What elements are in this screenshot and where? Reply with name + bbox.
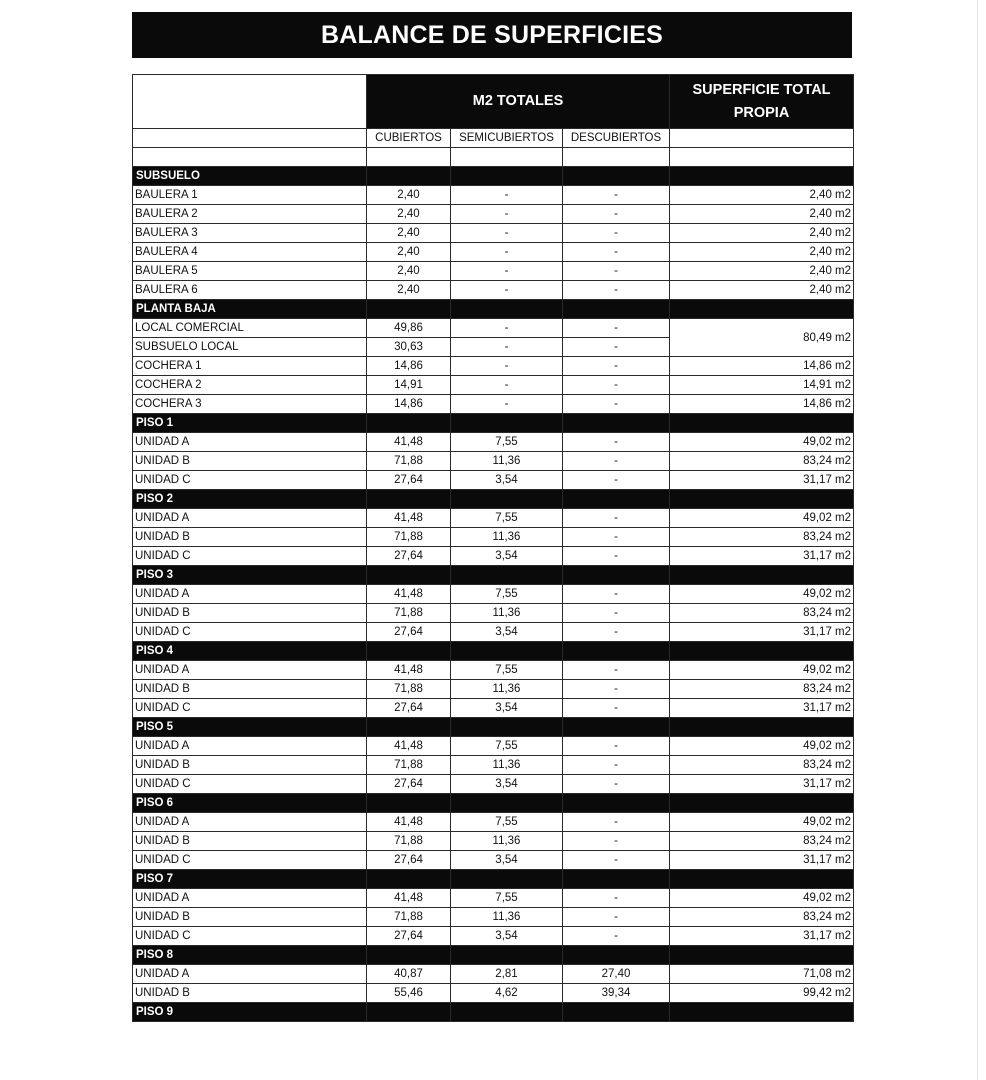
semicubiertos-value: - [451, 357, 563, 376]
section-header-row [133, 870, 854, 889]
section-title: PISO 1 [133, 414, 367, 433]
superficie-total-value: 31,17 m2 [670, 699, 854, 718]
superficie-total-value: 14,86 m2 [670, 395, 854, 414]
descubiertos-value: - [563, 186, 670, 205]
section-title: PISO 4 [133, 642, 367, 661]
section-header-cell [670, 946, 854, 965]
header-superficie-total [670, 75, 854, 129]
cubiertos-value: 14,91 [367, 376, 451, 395]
descubiertos-value: - [563, 452, 670, 471]
superficie-total-value: 83,24 m2 [670, 908, 854, 927]
semicubiertos-value: - [451, 243, 563, 262]
superficie-total-value: 31,17 m2 [670, 471, 854, 490]
table-row [133, 357, 854, 376]
superficie-total-value: 2,40 m2 [670, 186, 854, 205]
semicubiertos-value: - [451, 376, 563, 395]
table-row [133, 471, 854, 490]
cubiertos-value: 41,48 [367, 433, 451, 452]
semicubiertos-value: 3,54 [451, 623, 563, 642]
unit-label: UNIDAD A [133, 737, 367, 756]
table-row [133, 775, 854, 794]
semicubiertos-value: 11,36 [451, 528, 563, 547]
unit-label: UNIDAD B [133, 452, 367, 471]
semicubiertos-value: - [451, 186, 563, 205]
section-header-cell [563, 946, 670, 965]
col-header-descubiertos: DESCUBIERTOS [563, 129, 670, 148]
superficie-total-value: 31,17 m2 [670, 851, 854, 870]
semicubiertos-value: 2,81 [451, 965, 563, 984]
section-header-cell [563, 414, 670, 433]
section-header-row [133, 1003, 854, 1022]
section-header-cell [670, 642, 854, 661]
cubiertos-value: 2,40 [367, 224, 451, 243]
superficie-total-value: 2,40 m2 [670, 243, 854, 262]
descubiertos-value: - [563, 357, 670, 376]
descubiertos-value: - [563, 528, 670, 547]
semicubiertos-value: 7,55 [451, 585, 563, 604]
descubiertos-value: - [563, 832, 670, 851]
descubiertos-value: - [563, 737, 670, 756]
cubiertos-value: 41,48 [367, 661, 451, 680]
unit-label: UNIDAD B [133, 756, 367, 775]
cubiertos-value: 71,88 [367, 680, 451, 699]
unit-label: BAULERA 2 [133, 205, 367, 224]
cubiertos-value: 2,40 [367, 186, 451, 205]
unit-label: UNIDAD C [133, 547, 367, 566]
unit-label: UNIDAD A [133, 433, 367, 452]
section-header-cell [451, 946, 563, 965]
superficie-total-value: 31,17 m2 [670, 623, 854, 642]
table-row [133, 186, 854, 205]
superficie-total-value: 31,17 m2 [670, 775, 854, 794]
unit-label: UNIDAD C [133, 699, 367, 718]
semicubiertos-value: 11,36 [451, 832, 563, 851]
section-header-row [133, 300, 854, 319]
section-header-cell [367, 1003, 451, 1022]
superficie-total-value: 71,08 m2 [670, 965, 854, 984]
header-superficie-line1: SUPERFICIE TOTAL [692, 81, 831, 98]
semicubiertos-value: - [451, 319, 563, 338]
superficie-total-value: 14,86 m2 [670, 357, 854, 376]
spacer-row [133, 148, 854, 167]
superficie-total-value: 83,24 m2 [670, 604, 854, 623]
table-row [133, 395, 854, 414]
page-edge [977, 0, 978, 1080]
table-row [133, 585, 854, 604]
unit-label: BAULERA 6 [133, 281, 367, 300]
superficie-total-value: 49,02 m2 [670, 813, 854, 832]
cubiertos-value: 41,48 [367, 509, 451, 528]
semicubiertos-value: - [451, 338, 563, 357]
descubiertos-value: - [563, 319, 670, 338]
section-header-cell [670, 167, 854, 186]
section-header-cell [670, 1003, 854, 1022]
table-row [133, 756, 854, 775]
section-header-row [133, 946, 854, 965]
unit-label: BAULERA 3 [133, 224, 367, 243]
table-row [133, 281, 854, 300]
table-row [133, 661, 854, 680]
cubiertos-value: 49,86 [367, 319, 451, 338]
unit-label: UNIDAD A [133, 813, 367, 832]
superficie-total-value: 2,40 m2 [670, 281, 854, 300]
section-header-cell [451, 566, 563, 585]
table-row [133, 927, 854, 946]
cubiertos-value: 71,88 [367, 908, 451, 927]
cubiertos-value: 71,88 [367, 528, 451, 547]
cubiertos-value: 41,48 [367, 813, 451, 832]
section-header-row [133, 490, 854, 509]
unit-label: UNIDAD A [133, 509, 367, 528]
unit-label: BAULERA 1 [133, 186, 367, 205]
descubiertos-value: - [563, 205, 670, 224]
superficie-total-value: 49,02 m2 [670, 889, 854, 908]
cubiertos-value: 27,64 [367, 775, 451, 794]
semicubiertos-value: 7,55 [451, 661, 563, 680]
section-header-cell [451, 414, 563, 433]
table-row [133, 851, 854, 870]
cubiertos-value: 71,88 [367, 756, 451, 775]
semicubiertos-value: 3,54 [451, 699, 563, 718]
header-m2-totales: M2 TOTALES [367, 75, 670, 129]
cubiertos-value: 14,86 [367, 395, 451, 414]
table-row [133, 262, 854, 281]
section-header-cell [367, 414, 451, 433]
section-header-row [133, 642, 854, 661]
descubiertos-value: - [563, 281, 670, 300]
descubiertos-value: - [563, 395, 670, 414]
unit-label: UNIDAD C [133, 623, 367, 642]
document-title: BALANCE DE SUPERFICIES [132, 12, 852, 58]
cubiertos-value: 41,48 [367, 889, 451, 908]
superficie-total-value: 49,02 m2 [670, 737, 854, 756]
table-row [133, 528, 854, 547]
table-row [133, 547, 854, 566]
section-header-cell [451, 490, 563, 509]
cubiertos-value: 27,64 [367, 471, 451, 490]
superficie-total-value: 83,24 m2 [670, 680, 854, 699]
section-header-row [133, 414, 854, 433]
unit-label: LOCAL COMERCIAL [133, 319, 367, 338]
semicubiertos-value: - [451, 224, 563, 243]
col-header-cubiertos: CUBIERTOS [367, 129, 451, 148]
cubiertos-value: 55,46 [367, 984, 451, 1003]
section-header-cell [670, 870, 854, 889]
section-title: PISO 2 [133, 490, 367, 509]
section-header-cell [563, 300, 670, 319]
unit-label: SUBSUELO LOCAL [133, 338, 367, 357]
semicubiertos-value: - [451, 281, 563, 300]
section-header-cell [670, 718, 854, 737]
descubiertos-value: - [563, 376, 670, 395]
unit-label: UNIDAD B [133, 908, 367, 927]
section-header-cell [563, 870, 670, 889]
section-header-cell [367, 946, 451, 965]
cubiertos-value: 2,40 [367, 281, 451, 300]
semicubiertos-value: 11,36 [451, 756, 563, 775]
unit-label: UNIDAD A [133, 661, 367, 680]
header-row-columns [133, 129, 854, 148]
table-row [133, 604, 854, 623]
unit-label: COCHERA 3 [133, 395, 367, 414]
table-row [133, 984, 854, 1003]
descubiertos-value: - [563, 547, 670, 566]
section-header-row [133, 167, 854, 186]
section-header-cell [451, 794, 563, 813]
superficie-total-value: 31,17 m2 [670, 927, 854, 946]
section-header-row [133, 794, 854, 813]
descubiertos-value: - [563, 509, 670, 528]
unit-label: UNIDAD A [133, 965, 367, 984]
table-row [133, 889, 854, 908]
table-row [133, 908, 854, 927]
col-header-semicubiertos: SEMICUBIERTOS [451, 129, 563, 148]
superficie-total-value: 83,24 m2 [670, 756, 854, 775]
table-row [133, 680, 854, 699]
semicubiertos-value: - [451, 262, 563, 281]
superficie-total-value: 14,91 m2 [670, 376, 854, 395]
section-header-cell [367, 642, 451, 661]
section-header-cell [451, 870, 563, 889]
table-row [133, 623, 854, 642]
descubiertos-value: - [563, 889, 670, 908]
section-header-cell [670, 794, 854, 813]
section-header-cell [367, 794, 451, 813]
semicubiertos-value: 3,54 [451, 851, 563, 870]
section-header-cell [367, 566, 451, 585]
table-row [133, 243, 854, 262]
table-row [133, 376, 854, 395]
unit-label: UNIDAD B [133, 604, 367, 623]
cubiertos-value: 27,64 [367, 927, 451, 946]
table-row [133, 224, 854, 243]
superficie-total-value: 80,49 m2 [670, 319, 854, 357]
section-header-cell [563, 167, 670, 186]
superficie-total-value: 83,24 m2 [670, 832, 854, 851]
section-header-cell [563, 490, 670, 509]
descubiertos-value: - [563, 927, 670, 946]
descubiertos-value: - [563, 851, 670, 870]
semicubiertos-value: 11,36 [451, 908, 563, 927]
cubiertos-value: 41,48 [367, 737, 451, 756]
superficie-total-value: 49,02 m2 [670, 585, 854, 604]
section-header-cell [563, 1003, 670, 1022]
semicubiertos-value: 7,55 [451, 509, 563, 528]
descubiertos-value: - [563, 680, 670, 699]
descubiertos-value: - [563, 756, 670, 775]
unit-label: UNIDAD B [133, 680, 367, 699]
descubiertos-value: - [563, 262, 670, 281]
table-row [133, 832, 854, 851]
descubiertos-value: - [563, 433, 670, 452]
section-title: PISO 7 [133, 870, 367, 889]
descubiertos-value: - [563, 623, 670, 642]
cubiertos-value: 14,86 [367, 357, 451, 376]
semicubiertos-value: 3,54 [451, 547, 563, 566]
superficie-total-value: 49,02 m2 [670, 509, 854, 528]
section-header-cell [670, 414, 854, 433]
descubiertos-value: - [563, 243, 670, 262]
section-header-cell [367, 167, 451, 186]
unit-label: UNIDAD C [133, 851, 367, 870]
cubiertos-value: 71,88 [367, 832, 451, 851]
header-blank-cell [670, 129, 854, 148]
semicubiertos-value: 7,55 [451, 737, 563, 756]
descubiertos-value: - [563, 338, 670, 357]
table-row [133, 965, 854, 984]
semicubiertos-value: 7,55 [451, 889, 563, 908]
section-header-row [133, 718, 854, 737]
table-row [133, 319, 854, 338]
descubiertos-value: - [563, 471, 670, 490]
superficie-total-value: 2,40 m2 [670, 262, 854, 281]
section-title: PISO 5 [133, 718, 367, 737]
descubiertos-value: 39,34 [563, 984, 670, 1003]
section-header-cell [670, 490, 854, 509]
semicubiertos-value: - [451, 205, 563, 224]
descubiertos-value: - [563, 661, 670, 680]
section-title: PLANTA BAJA [133, 300, 367, 319]
header-blank-cell [133, 75, 367, 129]
descubiertos-value: - [563, 775, 670, 794]
descubiertos-value: - [563, 585, 670, 604]
table-row [133, 509, 854, 528]
table-body [133, 167, 854, 1022]
section-title: SUBSUELO [133, 167, 367, 186]
unit-label: UNIDAD A [133, 585, 367, 604]
cubiertos-value: 71,88 [367, 452, 451, 471]
section-title: PISO 8 [133, 946, 367, 965]
superficie-total-value: 83,24 m2 [670, 452, 854, 471]
semicubiertos-value: 11,36 [451, 452, 563, 471]
header-superficie-line2: PROPIA [733, 104, 790, 121]
section-header-cell [451, 300, 563, 319]
cubiertos-value: 2,40 [367, 205, 451, 224]
section-header-row [133, 566, 854, 585]
unit-label: UNIDAD C [133, 775, 367, 794]
section-header-cell [367, 718, 451, 737]
superficie-total-value: 31,17 m2 [670, 547, 854, 566]
superficie-total-value: 49,02 m2 [670, 433, 854, 452]
cubiertos-value: 2,40 [367, 262, 451, 281]
unit-label: UNIDAD A [133, 889, 367, 908]
section-header-cell [367, 300, 451, 319]
semicubiertos-value: 4,62 [451, 984, 563, 1003]
unit-label: COCHERA 1 [133, 357, 367, 376]
section-header-cell [563, 718, 670, 737]
table-row [133, 737, 854, 756]
unit-label: UNIDAD B [133, 984, 367, 1003]
superficie-total-value: 49,02 m2 [670, 661, 854, 680]
cubiertos-value: 71,88 [367, 604, 451, 623]
section-header-cell [451, 718, 563, 737]
descubiertos-value: - [563, 224, 670, 243]
superficie-total-value: 83,24 m2 [670, 528, 854, 547]
descubiertos-value: - [563, 604, 670, 623]
semicubiertos-value: 7,55 [451, 433, 563, 452]
header-row-main [133, 75, 854, 129]
cubiertos-value: 27,64 [367, 547, 451, 566]
section-header-cell [451, 642, 563, 661]
semicubiertos-value: 11,36 [451, 604, 563, 623]
section-header-cell [670, 300, 854, 319]
section-header-cell [451, 167, 563, 186]
semicubiertos-value: 3,54 [451, 927, 563, 946]
cubiertos-value: 30,63 [367, 338, 451, 357]
section-title: PISO 3 [133, 566, 367, 585]
superficie-total-value: 99,42 m2 [670, 984, 854, 1003]
descubiertos-value: - [563, 908, 670, 927]
semicubiertos-value: 3,54 [451, 775, 563, 794]
unit-label: UNIDAD B [133, 832, 367, 851]
section-header-cell [451, 1003, 563, 1022]
section-header-cell [670, 566, 854, 585]
unit-label: COCHERA 2 [133, 376, 367, 395]
table-row [133, 433, 854, 452]
section-header-cell [563, 794, 670, 813]
cubiertos-value: 40,87 [367, 965, 451, 984]
semicubiertos-value: 3,54 [451, 471, 563, 490]
unit-label: UNIDAD C [133, 471, 367, 490]
semicubiertos-value: 7,55 [451, 813, 563, 832]
section-header-cell [563, 642, 670, 661]
table-row [133, 205, 854, 224]
section-title: PISO 6 [133, 794, 367, 813]
section-title: PISO 9 [133, 1003, 367, 1022]
unit-label: UNIDAD C [133, 927, 367, 946]
surface-balance-table [132, 74, 854, 1022]
superficie-total-value: 2,40 m2 [670, 205, 854, 224]
table-row [133, 813, 854, 832]
descubiertos-value: 27,40 [563, 965, 670, 984]
semicubiertos-value: - [451, 395, 563, 414]
unit-label: BAULERA 5 [133, 262, 367, 281]
unit-label: BAULERA 4 [133, 243, 367, 262]
header-blank-cell [133, 129, 367, 148]
table-row [133, 699, 854, 718]
cubiertos-value: 27,64 [367, 699, 451, 718]
cubiertos-value: 2,40 [367, 243, 451, 262]
section-header-cell [367, 490, 451, 509]
section-header-cell [367, 870, 451, 889]
cubiertos-value: 41,48 [367, 585, 451, 604]
semicubiertos-value: 11,36 [451, 680, 563, 699]
descubiertos-value: - [563, 813, 670, 832]
table-row [133, 452, 854, 471]
section-header-cell [563, 566, 670, 585]
superficie-total-value: 2,40 m2 [670, 224, 854, 243]
cubiertos-value: 27,64 [367, 851, 451, 870]
cubiertos-value: 27,64 [367, 623, 451, 642]
unit-label: UNIDAD B [133, 528, 367, 547]
descubiertos-value: - [563, 699, 670, 718]
